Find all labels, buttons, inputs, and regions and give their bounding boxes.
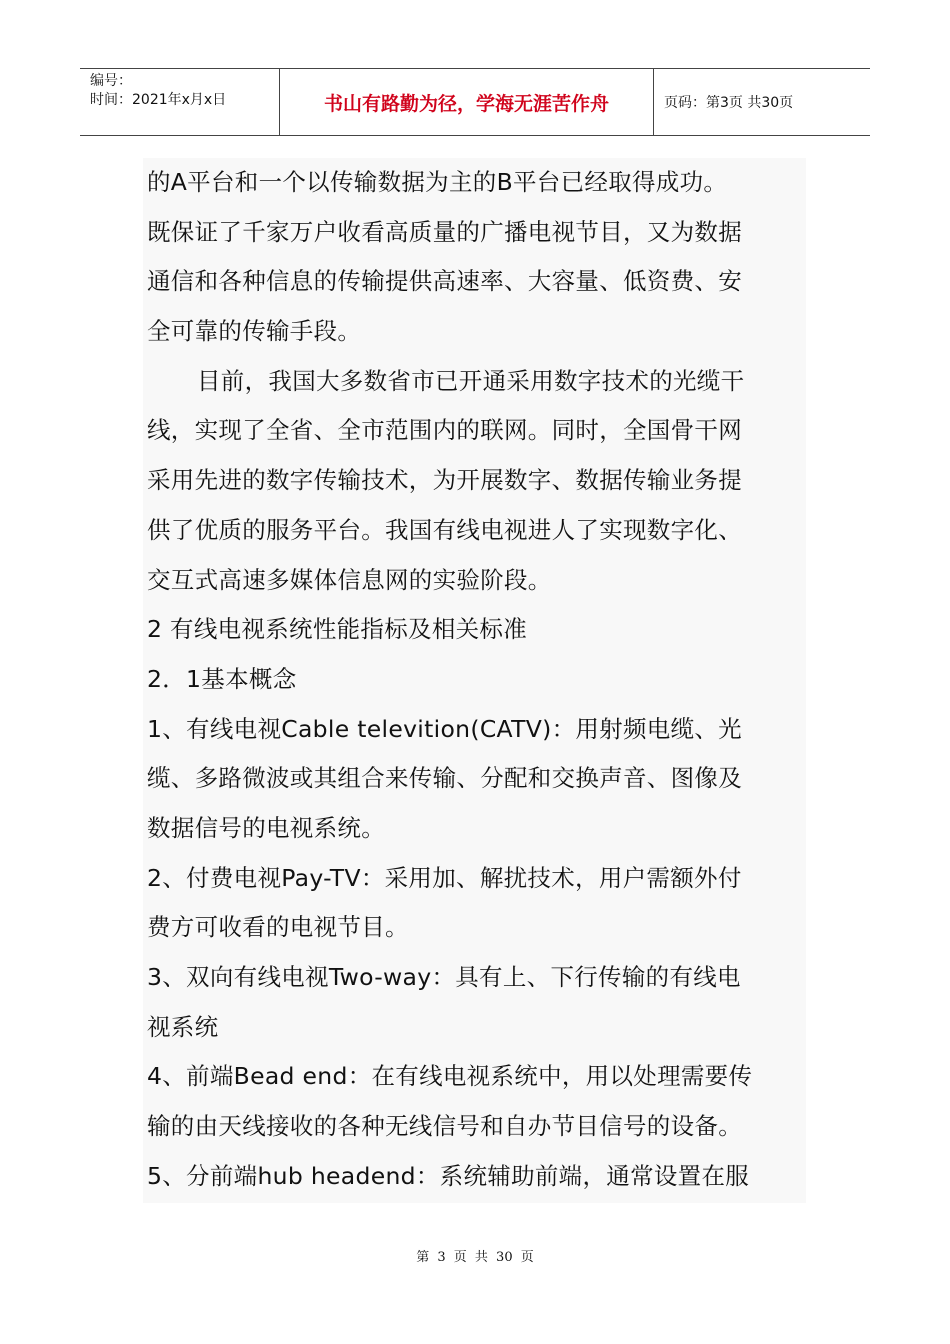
page-footer: 第 3 页 共 30 页 [416,1250,534,1265]
body-line: 5、分前端hub headend：系统辅助前端，通常设置在服 [147,1161,750,1190]
body-line: 3、双向有线电视Two-way：具有上、下行传输的有线电 [147,963,741,991]
header-meta [80,69,280,135]
body-line: 4、前端Bead end：在有线电视系统中，用以处理需要传 [147,1062,753,1091]
body-line: 全可靠的传输手段。 [147,317,362,346]
body-line: 目前，我国大多数省市已开通采用数字技术的光缆干 [197,366,745,395]
body-line: 2、付费电视Pay-TV：采用加、解扰技术，用户需额外付 [147,863,742,892]
body-line: 通信和各种信息的传输提供高速率、大容量、低资费、安 [147,267,742,296]
page-header [80,68,870,136]
body-line: 既保证了千家万户收看高质量的广播电视节目，又为数据 [147,217,742,246]
body-line: 的A平台和一个以传输数据为主的B平台已经取得成功。 [147,168,728,196]
section-heading: 2 有线电视系统性能指标及相关标准 [147,615,528,644]
body-line: 费方可收看的电视节目。 [147,913,409,942]
body-line: 供了优质的服务平台。我国有线电视进人了实现数字化、 [147,515,742,544]
body-line: 1、有线电视Cable televition(CATV)：用射频电缆、光 [147,714,742,743]
body-line: 输的由天线接收的各种无线信号和自办节目信号的设备。 [147,1112,742,1141]
header-page-info: 页码：第3页 共30页 [664,95,794,111]
body-line: 采用先进的数字传输技术，为开展数字、数据传输业务提 [147,466,742,495]
document-number-label: 编号： [90,73,132,89]
body-line: 视系统 [147,1012,219,1041]
document-body [143,158,806,1203]
body-line: 数据信号的电视系统。 [147,813,385,842]
header-motto: 书山有路勤为径，学海无涯苦作舟 [280,69,654,135]
body-line: 缆、多路微波或其组合来传输、分配和交换声音、图像及 [147,764,742,793]
subsection-heading: 2．1基本概念 [147,664,297,693]
body-line: 交互式高速多媒体信息网的实验阶段。 [147,565,552,594]
body-line: 线，实现了全省、全市范围内的联网。同时，全国骨干网 [147,416,742,445]
document-time-label: 时间：2021年x月x日 [90,92,227,108]
